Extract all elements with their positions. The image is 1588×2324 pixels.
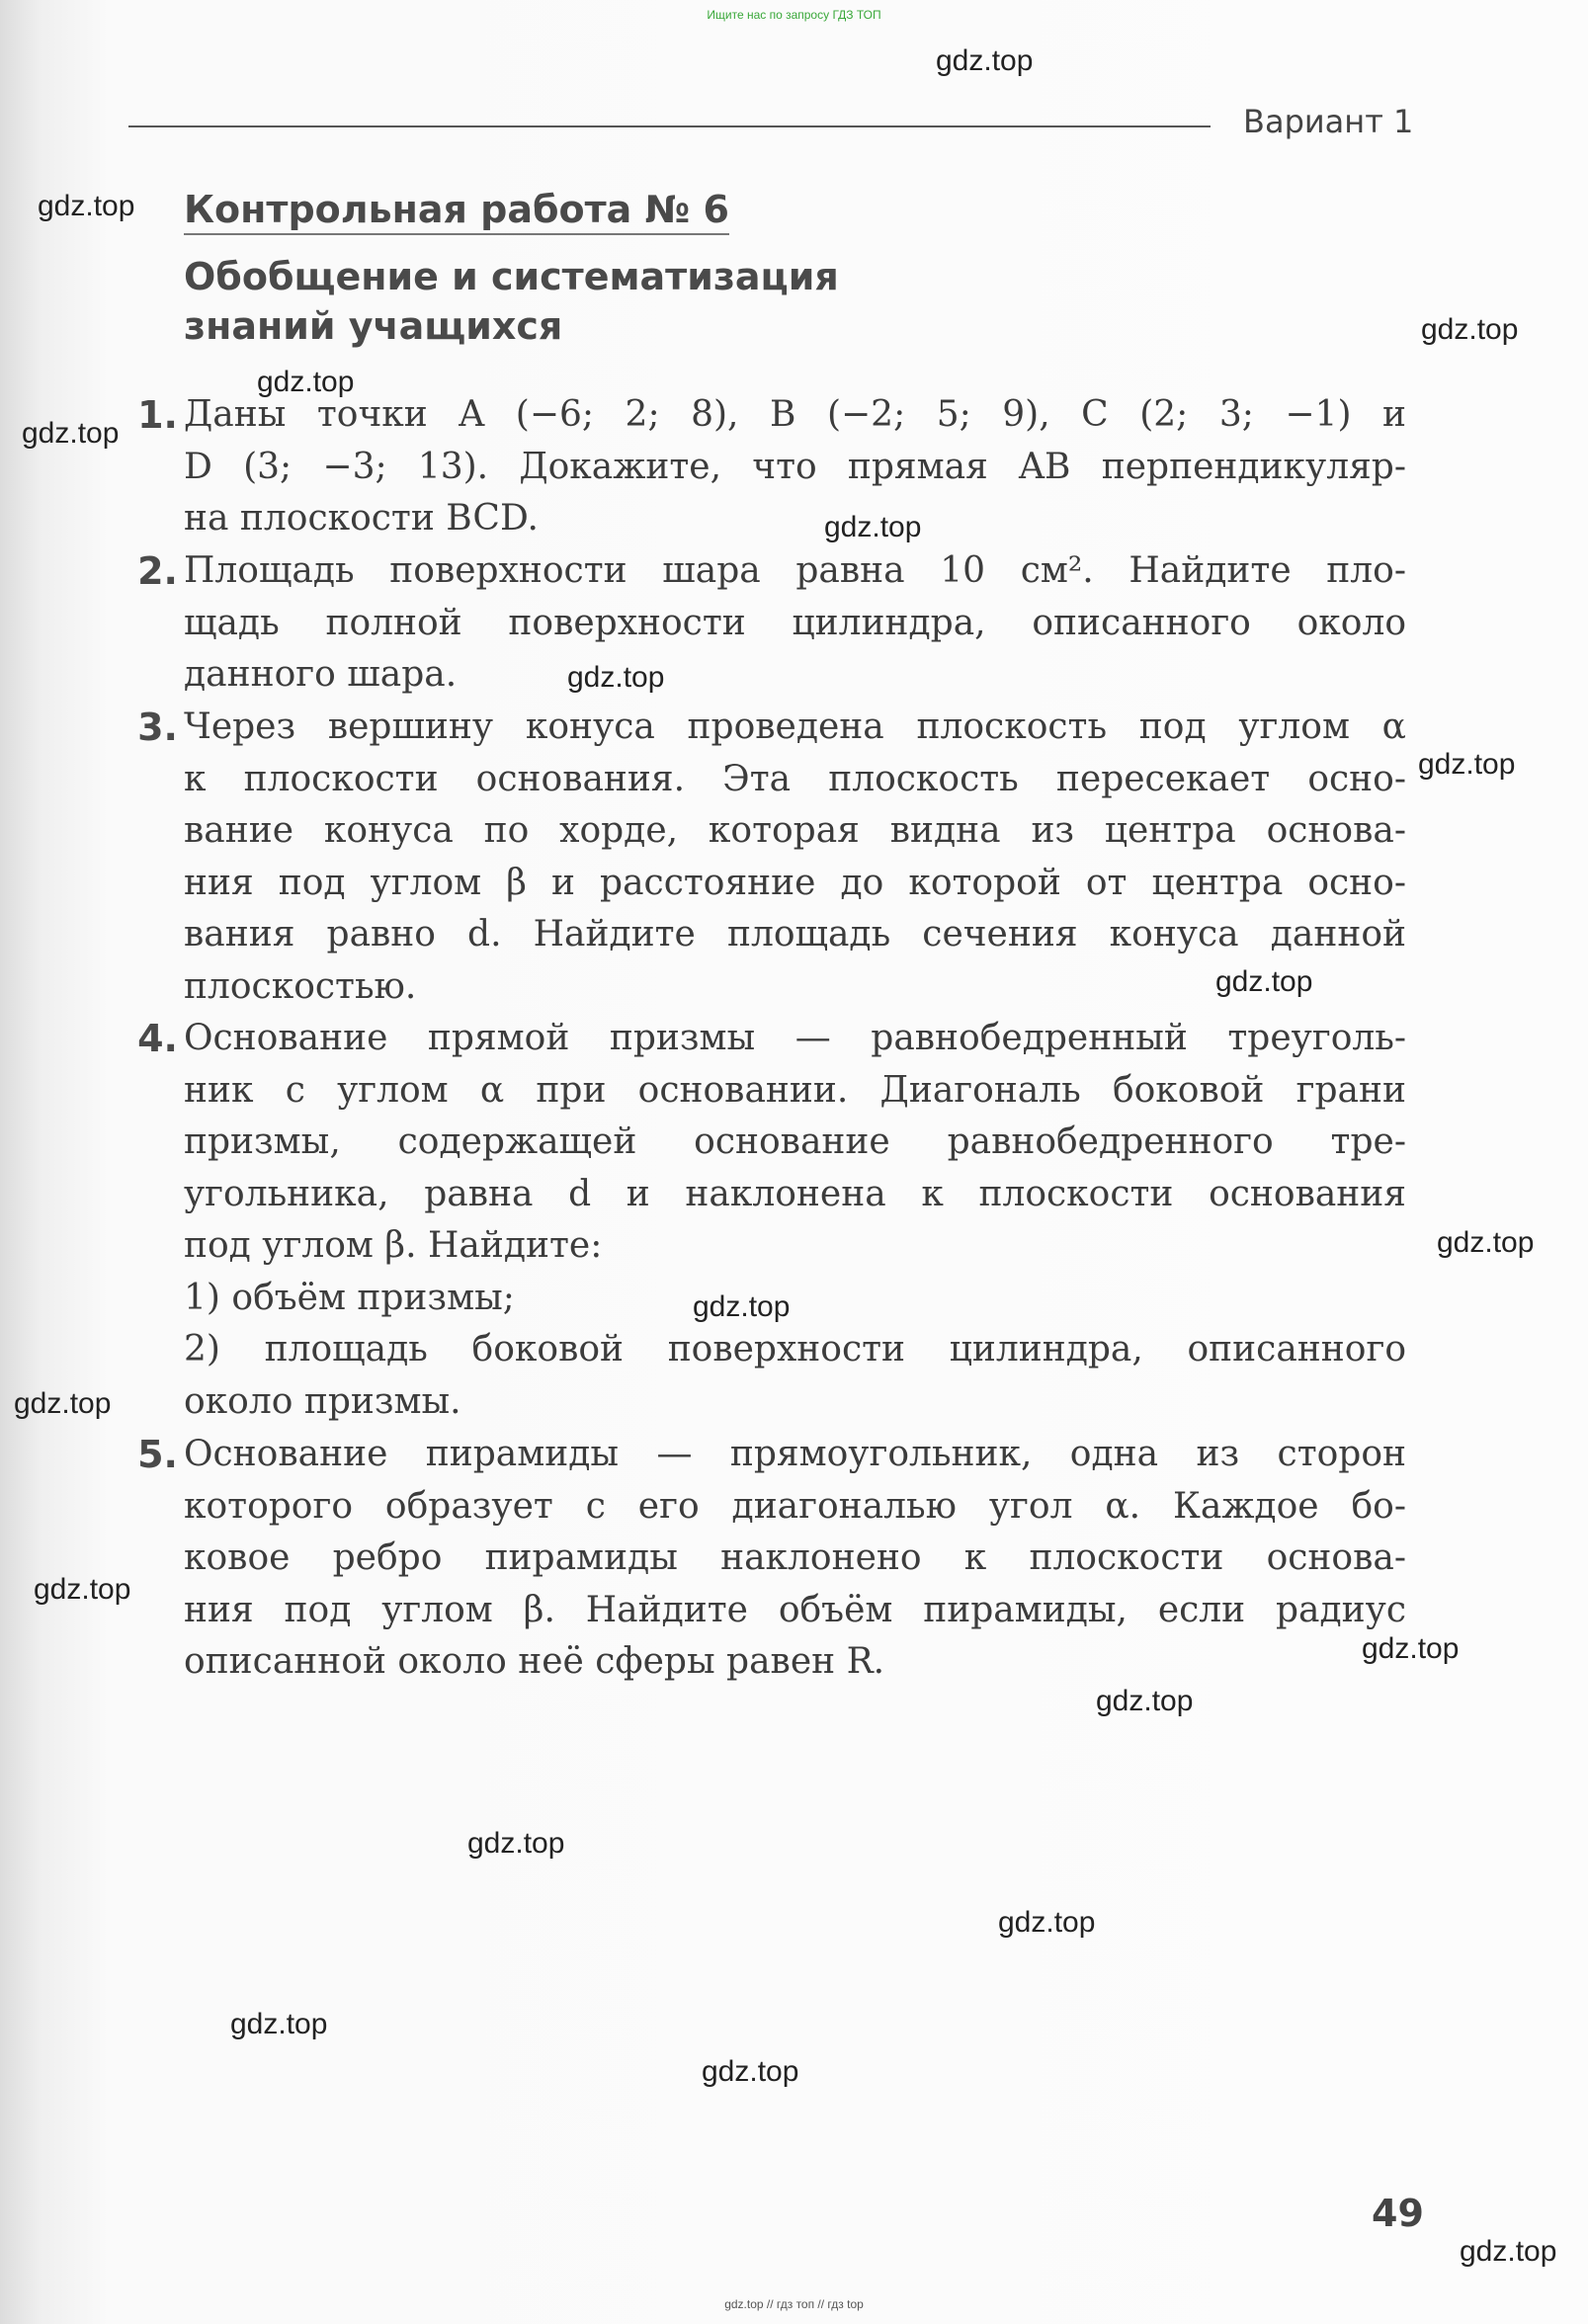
problem-line: Основание прямой призмы — равнобедренный треуголь-	[184, 1018, 1406, 1058]
problem-number: 5.	[137, 1433, 178, 1476]
watermark: gdz.top	[257, 366, 355, 398]
search-hint: Ищите нас по запросу ГДЗ ТОП	[707, 8, 881, 22]
watermark: gdz.top	[22, 417, 120, 450]
topic-title	[184, 252, 1073, 351]
problem-text	[184, 1013, 1406, 1428]
watermark: gdz.top	[1215, 965, 1313, 998]
footer-note: gdz.top // гдз топ // гдз top	[724, 2297, 864, 2311]
watermark: gdz.top	[567, 661, 665, 694]
problem-text	[184, 545, 1406, 702]
watermark: gdz.top	[1437, 1226, 1535, 1259]
problem-line: ковое ребро пирамиды наклонено к плоскости основа-	[184, 1537, 1406, 1578]
problem-line: угольника, равна d и наклонена к плоскости основания	[184, 1173, 1406, 1214]
watermark: gdz.top	[1421, 313, 1519, 346]
watermark: gdz.top	[702, 2055, 799, 2088]
problem-line: призмы, содержащей основание равнобедренного тре-	[184, 1121, 1406, 1162]
problem-line: вание конуса по хорде, которая видна из центра основа-	[184, 810, 1406, 851]
watermark: gdz.top	[936, 44, 1034, 77]
problem-line: под углом β. Найдите:	[184, 1225, 603, 1266]
variant-label: Вариант 1	[1243, 103, 1414, 140]
problem-text	[184, 1429, 1406, 1689]
watermark: gdz.top	[467, 1827, 565, 1860]
watermark: gdz.top	[34, 1573, 131, 1606]
problem-line: Через вершину конуса проведена плоскость под углом α	[184, 706, 1406, 747]
page-number: 49	[1372, 2192, 1424, 2235]
problem-number: 2.	[137, 549, 178, 593]
problem-line: щадь полной поверхности цилиндра, описанного около	[184, 602, 1406, 643]
problem-line: которого образует с его диагональю угол α. Каждое бо-	[184, 1485, 1406, 1527]
topic-title-line-1: Обобщение и систематизация	[184, 255, 839, 298]
problem-line: ния под углом β и расстояние до которой от центра осно-	[184, 862, 1406, 903]
watermark: gdz.top	[230, 2008, 328, 2040]
watermark: gdz.top	[1362, 1632, 1460, 1665]
problem-line: D (3; −3; 13). Докажите, что прямая AB перпендикуляр-	[184, 446, 1406, 487]
watermark: gdz.top	[1460, 2235, 1557, 2268]
problem-line: плоскостью.	[184, 965, 417, 1007]
problem-line: ния под углом β. Найдите объём пирамиды, если радиус	[184, 1589, 1406, 1630]
problem-line: вания равно d. Найдите площадь сечения конуса данной	[184, 914, 1406, 954]
watermark: gdz.top	[693, 1290, 791, 1323]
watermark: gdz.top	[1096, 1685, 1194, 1717]
problem-line: на плоскости BCD.	[184, 498, 539, 539]
watermark: gdz.top	[824, 511, 922, 543]
work-title: Контрольная работа № 6	[184, 188, 729, 235]
problem-line: Даны точки A (−6; 2; 8), B (−2; 5; 9), C (2; 3; −1) и	[184, 394, 1406, 435]
problem-line: около призмы.	[184, 1380, 461, 1422]
watermark: gdz.top	[998, 1906, 1096, 1939]
problem-line: данного шара.	[184, 654, 458, 695]
problem-line: ник с углом α при основании. Диагональ боковой грани	[184, 1069, 1406, 1111]
watermark: gdz.top	[1418, 748, 1516, 781]
problem-line: Основание пирамиды — прямоугольник, одна из сторон	[184, 1434, 1406, 1474]
problem-number: 1.	[137, 393, 178, 437]
watermark: gdz.top	[14, 1387, 112, 1420]
problem-subitem: 1) объём призмы;	[184, 1277, 515, 1318]
problem-line: описанной около неё сферы равен R.	[184, 1641, 885, 1682]
watermark: gdz.top	[38, 190, 135, 222]
problem-text	[184, 389, 1406, 545]
header-rule	[128, 125, 1211, 127]
problem-number: 3.	[137, 706, 178, 749]
problem-line: Площадь поверхности шара равна 10 см². Найдите пло-	[184, 550, 1406, 591]
problem-line: к плоскости основания. Эта плоскость пересекает осно-	[184, 758, 1406, 799]
problem-number: 4.	[137, 1017, 178, 1060]
problem-subitem: 2) площадь боковой поверхности цилиндра, описанного	[184, 1329, 1406, 1370]
topic-title-line-2: знаний учащихся	[184, 304, 563, 348]
